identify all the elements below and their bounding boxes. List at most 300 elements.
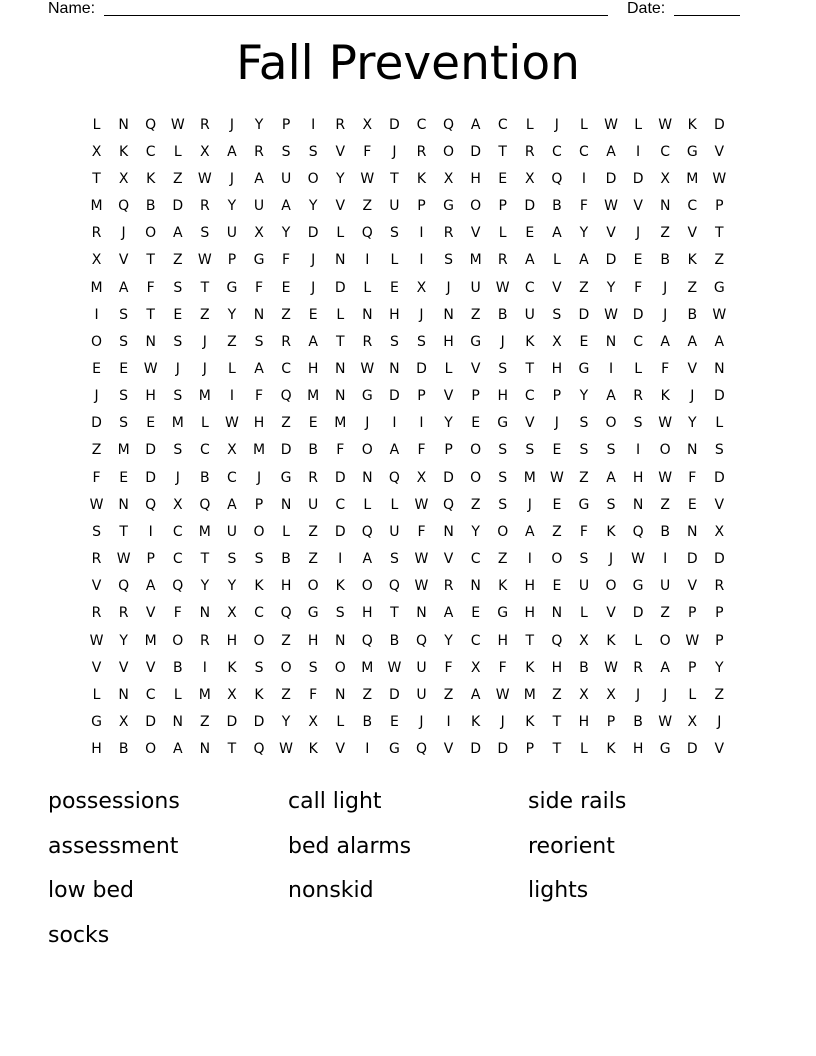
- grid-letter: Z: [552, 686, 562, 703]
- grid-letter: J: [500, 714, 505, 731]
- grid-letter: J: [419, 306, 424, 323]
- grid-letter: X: [91, 143, 102, 160]
- grid-letter: Q: [199, 496, 211, 513]
- grid-letter: S: [579, 415, 589, 432]
- grid-letter: T: [552, 714, 562, 731]
- grid-letter: O: [443, 143, 455, 160]
- grid-letter: A: [362, 551, 373, 568]
- grid-letter: N: [172, 714, 184, 731]
- grid-letter: X: [254, 225, 264, 242]
- grid-letter: P: [227, 252, 237, 269]
- grid-letter: S: [92, 523, 101, 540]
- grid-letter: J: [636, 225, 641, 242]
- grid-letter: W: [658, 469, 673, 486]
- grid-letter: N: [118, 116, 129, 133]
- grid-letter: S: [254, 659, 264, 676]
- grid-letter: J: [717, 714, 722, 731]
- grid-letter: L: [363, 496, 372, 513]
- grid-letter: M: [686, 170, 699, 187]
- grid-letter: U: [660, 578, 671, 595]
- grid-letter: U: [578, 578, 590, 595]
- grid-letter: K: [146, 170, 156, 187]
- grid-letter: Z: [200, 306, 210, 323]
- grid-letter: H: [632, 741, 644, 758]
- grid-letter: F: [634, 279, 643, 296]
- grid-letter: L: [336, 714, 345, 731]
- grid-letter: B: [200, 469, 210, 486]
- grid-letter: T: [552, 741, 562, 758]
- grid-letter: X: [227, 686, 237, 703]
- grid-letter: W: [549, 469, 564, 486]
- grid-letter: L: [715, 415, 724, 432]
- grid-letter: F: [444, 659, 453, 676]
- word-list-item: bed alarms: [288, 833, 412, 859]
- grid-letter: S: [606, 496, 616, 513]
- grid-letter: D: [253, 714, 265, 731]
- grid-letter: T: [146, 306, 155, 323]
- grid-letter: Z: [362, 198, 373, 215]
- grid-letter: C: [145, 143, 156, 160]
- grid-row: [83, 546, 733, 573]
- grid-letter: T: [200, 279, 210, 296]
- grid-letter: K: [660, 388, 670, 405]
- grid-letter: I: [446, 714, 451, 731]
- grid-letter: G: [686, 143, 698, 160]
- grid-letter: X: [91, 252, 102, 269]
- grid-letter: Z: [172, 252, 183, 269]
- grid-letter: W: [414, 496, 429, 513]
- grid-letter: L: [552, 252, 561, 269]
- grid-letter: F: [254, 388, 264, 405]
- grid-letter: F: [254, 279, 264, 296]
- grid-letter: C: [145, 686, 156, 703]
- grid-letter: K: [416, 170, 427, 187]
- grid-letter: R: [91, 605, 102, 622]
- grid-letter: B: [281, 551, 291, 568]
- grid-letter: F: [146, 279, 155, 296]
- grid-letter: J: [94, 388, 99, 405]
- grid-letter: R: [497, 252, 508, 269]
- grid-letter: V: [687, 225, 698, 242]
- grid-letter: P: [715, 605, 724, 622]
- grid-letter: N: [335, 360, 346, 377]
- grid-letter: V: [606, 605, 616, 622]
- grid-letter: W: [685, 632, 700, 649]
- grid-letter: L: [634, 632, 642, 649]
- grid-letter: S: [308, 143, 318, 160]
- grid-letter: J: [392, 143, 397, 160]
- grid-letter: C: [281, 360, 291, 377]
- grid-row: [83, 518, 733, 545]
- grid-letter: D: [145, 714, 157, 731]
- grid-letter: C: [227, 469, 237, 486]
- grid-letter: D: [632, 605, 644, 622]
- grid-letter: W: [414, 551, 429, 568]
- grid-letter: T: [390, 605, 399, 622]
- grid-letter: A: [254, 360, 264, 377]
- grid-row: [83, 274, 733, 301]
- grid-letter: J: [419, 714, 424, 731]
- grid-row: [83, 491, 733, 518]
- grid-letter: P: [444, 442, 453, 459]
- grid-letter: C: [470, 632, 481, 649]
- grid-letter: V: [145, 659, 156, 676]
- grid-letter: Q: [443, 116, 455, 133]
- grid-letter: L: [336, 306, 345, 323]
- grid-letter: B: [633, 714, 643, 731]
- grid-letter: L: [688, 686, 697, 703]
- grid-letter: E: [146, 415, 156, 432]
- grid-letter: C: [416, 116, 427, 133]
- grid-letter: Z: [281, 686, 291, 703]
- grid-letter: Y: [227, 578, 237, 595]
- grid-letter: Z: [714, 686, 725, 703]
- grid-letter: N: [145, 333, 156, 350]
- grid-letter: X: [524, 170, 535, 187]
- grid-letter: T: [390, 170, 399, 187]
- grid-letter: M: [198, 388, 211, 405]
- grid-letter: F: [417, 523, 426, 540]
- grid-letter: C: [199, 442, 210, 459]
- grid-letter: N: [335, 252, 346, 269]
- grid-letter: Y: [254, 116, 264, 133]
- grid-letter: Z: [660, 225, 670, 242]
- grid-letter: X: [416, 469, 427, 486]
- grid-letter: S: [173, 279, 183, 296]
- grid-letter: G: [497, 605, 509, 622]
- grid-letter: F: [363, 143, 372, 160]
- grid-letter: Z: [227, 333, 237, 350]
- grid-letter: A: [687, 333, 698, 350]
- grid-letter: J: [202, 333, 207, 350]
- grid-letter: Q: [118, 578, 130, 595]
- grid-letter: J: [311, 252, 316, 269]
- grid-letter: I: [419, 252, 424, 269]
- grid-letter: A: [308, 333, 318, 350]
- grid-letter: L: [173, 686, 182, 703]
- grid-letter: S: [525, 442, 535, 459]
- grid-letter: E: [92, 360, 101, 377]
- grid-letter: M: [252, 442, 266, 459]
- grid-letter: T: [498, 143, 507, 160]
- grid-letter: U: [470, 279, 481, 296]
- grid-row: [83, 328, 733, 355]
- grid-letter: W: [658, 714, 673, 731]
- grid-letter: G: [91, 714, 102, 731]
- grid-letter: Q: [361, 632, 373, 649]
- grid-letter: V: [335, 198, 346, 215]
- grid-letter: R: [714, 578, 725, 595]
- grid-letter: D: [632, 170, 644, 187]
- grid-letter: R: [443, 225, 454, 242]
- grid-letter: Y: [471, 523, 480, 540]
- grid-letter: R: [91, 225, 102, 242]
- grid-letter: V: [443, 741, 454, 758]
- grid-letter: Q: [388, 578, 400, 595]
- grid-letter: S: [119, 388, 129, 405]
- grid-letter: J: [500, 333, 505, 350]
- grid-letter: E: [552, 578, 562, 595]
- grid-letter: E: [119, 469, 129, 486]
- grid-letter: O: [605, 578, 617, 595]
- grid-row: [83, 600, 733, 627]
- grid-letter: S: [444, 252, 453, 269]
- grid-letter: J: [229, 116, 234, 133]
- grid-letter: D: [280, 442, 292, 459]
- grid-letter: D: [578, 306, 590, 323]
- grid-letter: Q: [415, 741, 427, 758]
- grid-letter: J: [608, 551, 614, 568]
- grid-letter: I: [419, 415, 424, 432]
- grid-letter: Q: [632, 523, 644, 540]
- grid-letter: V: [687, 578, 698, 595]
- grid-row: [83, 247, 733, 274]
- grid-letter: Q: [361, 523, 373, 540]
- grid-letter: W: [604, 306, 618, 323]
- grid-letter: V: [687, 360, 698, 377]
- grid-letter: J: [690, 388, 695, 405]
- grid-letter: A: [606, 388, 616, 405]
- grid-letter: K: [525, 333, 535, 350]
- grid-letter: X: [200, 143, 210, 160]
- grid-letter: L: [525, 116, 534, 133]
- grid-letter: Y: [281, 714, 291, 731]
- grid-letter: K: [119, 143, 129, 160]
- grid-letter: V: [470, 225, 481, 242]
- grid-letter: L: [390, 496, 399, 513]
- grid-letter: N: [280, 496, 292, 513]
- grid-letter: J: [175, 469, 180, 486]
- grid-letter: A: [227, 496, 237, 513]
- grid-letter: F: [498, 659, 507, 676]
- grid-letter: Z: [470, 306, 481, 323]
- grid-letter: I: [636, 442, 641, 459]
- grid-letter: W: [712, 170, 727, 187]
- grid-letter: A: [389, 442, 400, 459]
- grid-letter: C: [470, 551, 481, 568]
- grid-letter: E: [552, 496, 562, 513]
- grid-letter: V: [335, 143, 346, 160]
- grid-letter: X: [579, 632, 589, 649]
- grid-letter: O: [361, 578, 373, 595]
- grid-letter: G: [578, 360, 590, 377]
- grid-letter: K: [606, 523, 616, 540]
- grid-letter: H: [551, 360, 563, 377]
- grid-letter: A: [118, 279, 129, 296]
- grid-letter: P: [688, 659, 697, 676]
- grid-letter: I: [338, 551, 343, 568]
- grid-letter: J: [202, 360, 207, 377]
- grid-letter: T: [525, 360, 535, 377]
- grid-letter: W: [89, 496, 104, 513]
- grid-letter: C: [551, 143, 562, 160]
- grid-letter: S: [335, 605, 345, 622]
- word-list-item: assessment: [48, 833, 179, 859]
- grid-letter: V: [470, 360, 481, 377]
- grid-letter: W: [712, 306, 727, 323]
- grid-letter: B: [145, 198, 156, 215]
- grid-letter: N: [605, 333, 617, 350]
- grid-letter: H: [632, 469, 644, 486]
- grid-letter: V: [118, 659, 129, 676]
- grid-letter: S: [173, 333, 183, 350]
- grid-letter: V: [443, 388, 454, 405]
- grid-letter: Z: [470, 496, 481, 513]
- grid-letter: A: [660, 333, 670, 350]
- grid-letter: D: [389, 388, 400, 405]
- grid-letter: Z: [362, 686, 373, 703]
- grid-letter: H: [389, 306, 400, 323]
- grid-letter: B: [389, 632, 400, 649]
- grid-letter: N: [118, 686, 129, 703]
- grid-letter: U: [253, 198, 265, 215]
- grid-letter: P: [525, 741, 535, 758]
- grid-letter: C: [579, 143, 589, 160]
- grid-letter: D: [334, 469, 346, 486]
- grid-letter: O: [307, 578, 319, 595]
- grid-letter: W: [631, 551, 646, 568]
- grid-letter: H: [524, 578, 536, 595]
- grid-letter: Z: [552, 523, 562, 540]
- grid-letter: L: [92, 686, 101, 703]
- grid-letter: W: [658, 116, 673, 133]
- grid-letter: C: [497, 116, 508, 133]
- grid-letter: P: [146, 551, 155, 568]
- grid-letter: C: [524, 388, 535, 405]
- grid-letter: U: [226, 225, 238, 242]
- grid-letter: O: [334, 659, 346, 676]
- grid-letter: B: [362, 714, 373, 731]
- grid-letter: Z: [687, 279, 698, 296]
- grid-letter: O: [470, 198, 482, 215]
- grid-letter: W: [116, 551, 131, 568]
- grid-letter: N: [118, 496, 129, 513]
- grid-letter: O: [253, 523, 265, 540]
- grid-letter: Y: [444, 415, 453, 432]
- grid-letter: H: [280, 578, 292, 595]
- grid-row: [83, 138, 733, 165]
- grid-letter: A: [443, 605, 454, 622]
- grid-letter: D: [605, 170, 617, 187]
- grid-letter: X: [552, 333, 562, 350]
- grid-letter: V: [633, 198, 643, 215]
- grid-letter: W: [225, 415, 239, 432]
- grid-letter: R: [199, 632, 210, 649]
- grid-letter: S: [552, 306, 562, 323]
- grid-letter: G: [470, 333, 482, 350]
- grid-letter: Q: [253, 741, 265, 758]
- grid-letter: X: [227, 442, 237, 459]
- grid-letter: O: [280, 659, 292, 676]
- grid-row: [83, 437, 733, 464]
- grid-letter: H: [226, 632, 238, 649]
- grid-letter: D: [470, 741, 482, 758]
- grid-letter: C: [172, 523, 183, 540]
- grid-letter: L: [580, 605, 588, 622]
- grid-letter: S: [579, 551, 589, 568]
- grid-letter: V: [525, 415, 535, 432]
- grid-letter: I: [94, 306, 99, 323]
- grid-letter: N: [389, 360, 400, 377]
- grid-letter: L: [444, 360, 453, 377]
- grid-letter: P: [688, 605, 697, 622]
- grid-letter: K: [606, 741, 616, 758]
- grid-letter: L: [498, 225, 507, 242]
- grid-letter: F: [688, 469, 697, 486]
- grid-letter: P: [471, 388, 480, 405]
- grid-letter: C: [335, 496, 346, 513]
- grid-letter: E: [471, 415, 481, 432]
- grid-letter: N: [199, 605, 211, 622]
- grid-letter: V: [714, 143, 725, 160]
- grid-letter: N: [470, 578, 481, 595]
- grid-letter: A: [525, 523, 535, 540]
- grid-letter: O: [253, 632, 265, 649]
- grid-letter: N: [443, 306, 454, 323]
- grid-letter: V: [118, 252, 129, 269]
- grid-letter: N: [199, 741, 211, 758]
- grid-letter: J: [663, 686, 668, 703]
- grid-letter: P: [606, 714, 616, 731]
- grid-letter: T: [525, 632, 535, 649]
- grid-letter: E: [173, 306, 183, 323]
- grid-letter: B: [687, 306, 698, 323]
- grid-letter: Z: [281, 306, 291, 323]
- grid-letter: E: [308, 415, 318, 432]
- grid-letter: D: [713, 469, 725, 486]
- grid-letter: N: [632, 496, 644, 513]
- grid-letter: B: [172, 659, 183, 676]
- grid-letter: P: [498, 198, 507, 215]
- grid-letter: Y: [308, 198, 318, 215]
- grid-letter: Q: [551, 632, 563, 649]
- grid-letter: T: [119, 523, 128, 540]
- grid-letter: R: [308, 469, 319, 486]
- grid-letter: N: [443, 523, 454, 540]
- grid-row: [83, 736, 733, 763]
- grid-letter: U: [416, 686, 427, 703]
- grid-letter: W: [495, 686, 510, 703]
- grid-letter: D: [226, 714, 238, 731]
- grid-letter: M: [334, 415, 347, 432]
- date-label: Date:: [627, 0, 666, 17]
- grid-letter: Z: [172, 170, 183, 187]
- grid-letter: M: [144, 632, 157, 649]
- grid-letter: S: [389, 225, 399, 242]
- grid-letter: K: [687, 116, 697, 133]
- word-list-item: possessions: [48, 789, 180, 814]
- grid-letter: R: [91, 551, 102, 568]
- grid-letter: E: [389, 714, 399, 731]
- grid-letter: K: [335, 578, 345, 595]
- grid-row: [83, 464, 733, 491]
- grid-letter: Y: [200, 578, 210, 595]
- grid-row: [83, 111, 733, 138]
- grid-letter: Y: [444, 632, 453, 649]
- grid-letter: T: [227, 741, 237, 758]
- grid-letter: D: [389, 116, 400, 133]
- grid-letter: J: [256, 469, 262, 486]
- grid-letter: D: [605, 252, 617, 269]
- grid-letter: F: [579, 523, 588, 540]
- grid-letter: D: [686, 741, 698, 758]
- grid-letter: D: [145, 469, 157, 486]
- grid-letter: N: [551, 605, 563, 622]
- grid-letter: B: [308, 442, 318, 459]
- grid-letter: X: [714, 523, 725, 540]
- grid-letter: I: [148, 523, 153, 540]
- grid-letter: W: [414, 578, 429, 595]
